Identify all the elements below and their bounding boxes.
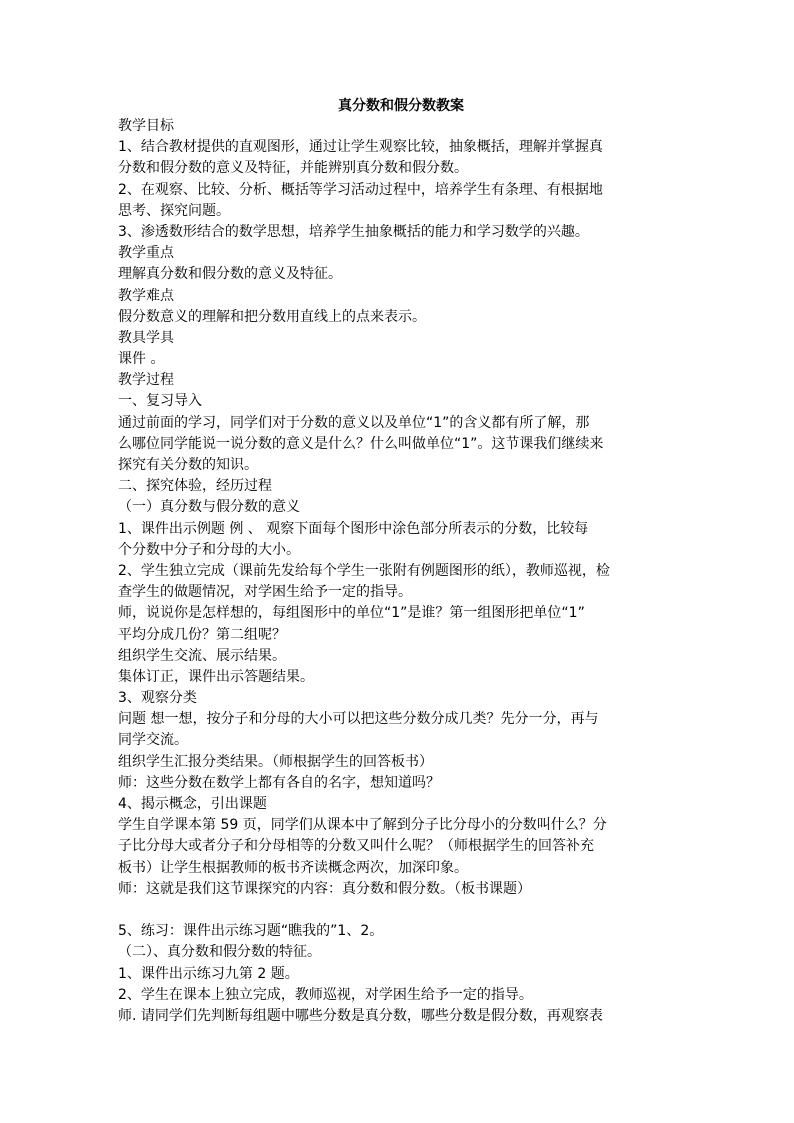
text-line: 3、观察分类 [118,690,197,707]
text-line: 1、结合教材提供的直观图形，通过让学生观察比较，抽象概括，理解并掌握真 [118,139,603,156]
text-line: 师：这些分数在数学上都有各自的名字，想知道吗？ [118,774,440,791]
text-line: 理解真分数和假分数的意义及特征。 [118,266,342,283]
text-line: 5、练习：课件出示练习题“瞧我的”1、2。 [118,923,384,940]
blank-line [118,900,684,921]
text-line: 3、渗透数形结合的数学思想，培养学生抽象概括的能力和学习数学的兴趣。 [118,223,589,240]
text-line: 组织学生交流、展示结果。 [118,647,286,664]
text-line: 子比分母大或者分子和分母相等的分数又叫什么呢？（师根据学生的回答补充 [118,838,594,855]
text-line: 教具学具 [118,329,174,346]
text-line: 么哪位同学能说一说分数的意义是什么？什么叫做单位“1”。这节课我们继续来 [118,435,604,452]
text-line: 问题 想一想，按分子和分母的大小可以把这些分数分成几类？先分一分，再与 [118,711,599,728]
text-line: 组织学生汇报分类结果。（师根据学生的回答板书） [118,753,433,770]
document-title: 真分数和假分数教案 [338,98,464,114]
text-line: 平均分成几份？第二组呢？ [118,626,286,643]
text-line: 1、课件出示例题 例 、 观察下面每个图形中涂色部分所表示的分数，比较每 [118,520,589,537]
text-line: （一）真分数与假分数的意义 [118,499,300,516]
text-line: 4、揭示概念，引出课题 [118,796,267,812]
text-line: 板书）让学生根据教师的板书齐读概念两次，加深印象。 [118,859,468,876]
text-line: 学生自学课本第 59 页，同学们从课本中了解到分子比分母小的分数叫什么？分 [118,817,607,834]
text-line: 思考、探究问题。 [118,202,230,219]
text-line: 教学重点 [118,245,174,262]
text-line: 通过前面的学习，同学们对于分数的意义以及单位“1”的含义都有所了解，那 [118,414,590,431]
text-line: 2、在观察、比较、分析、概括等学习活动过程中，培养学生有条理、有根据地 [118,181,603,198]
text-line: 2、学生在课本上独立完成，教师巡视，对学困生给予一定的指导。 [118,986,533,1003]
document-page [118,96,684,1027]
text-line: 课件 。 [118,351,165,368]
text-line: 2、学生独立完成（课前先发给每个学生一张附有例题图形的纸），教师巡视，检 [118,562,610,579]
text-line: （二）、真分数和假分数的特征。 [118,944,321,961]
text-line: 1、课件出示练习九第 2 题。 [118,965,299,982]
text-line: 假分数意义的理解和把分数用直线上的点来表示。 [118,308,426,325]
text-line: 教学难点 [118,287,174,304]
text-line: 一、复习导入 [118,393,202,410]
text-line: 查学生的做题情况，对学困生给予一定的指导。 [118,584,412,601]
text-line: 教学目标 [118,118,174,134]
text-line: 分数和假分数的意义及特征，并能辨别真分数和假分数。 [118,160,468,177]
text-line: 探究有关分数的知识。 [118,457,258,473]
text-line: 师，说说你是怎样想的，每组图形中的单位“1”是谁？第一组图形把单位“1” [118,605,585,622]
text-line: 同学交流。 [118,732,188,749]
document-body [118,116,684,1027]
text-line: 二、探究体验，经历过程 [118,478,272,495]
text-line: 集体订正，课件出示答题结果。 [118,668,314,685]
text-line: 师：这就是我们这节课探究的内容：真分数和假分数。（板书课题） [118,880,531,897]
text-line: 个分数中分子和分母的大小。 [118,541,300,558]
text-line: 教学过程 [118,372,174,389]
text-line: 师. 请同学们先判断每组题中哪些分数是真分数，哪些分数是假分数，再观察表 [118,1007,603,1024]
